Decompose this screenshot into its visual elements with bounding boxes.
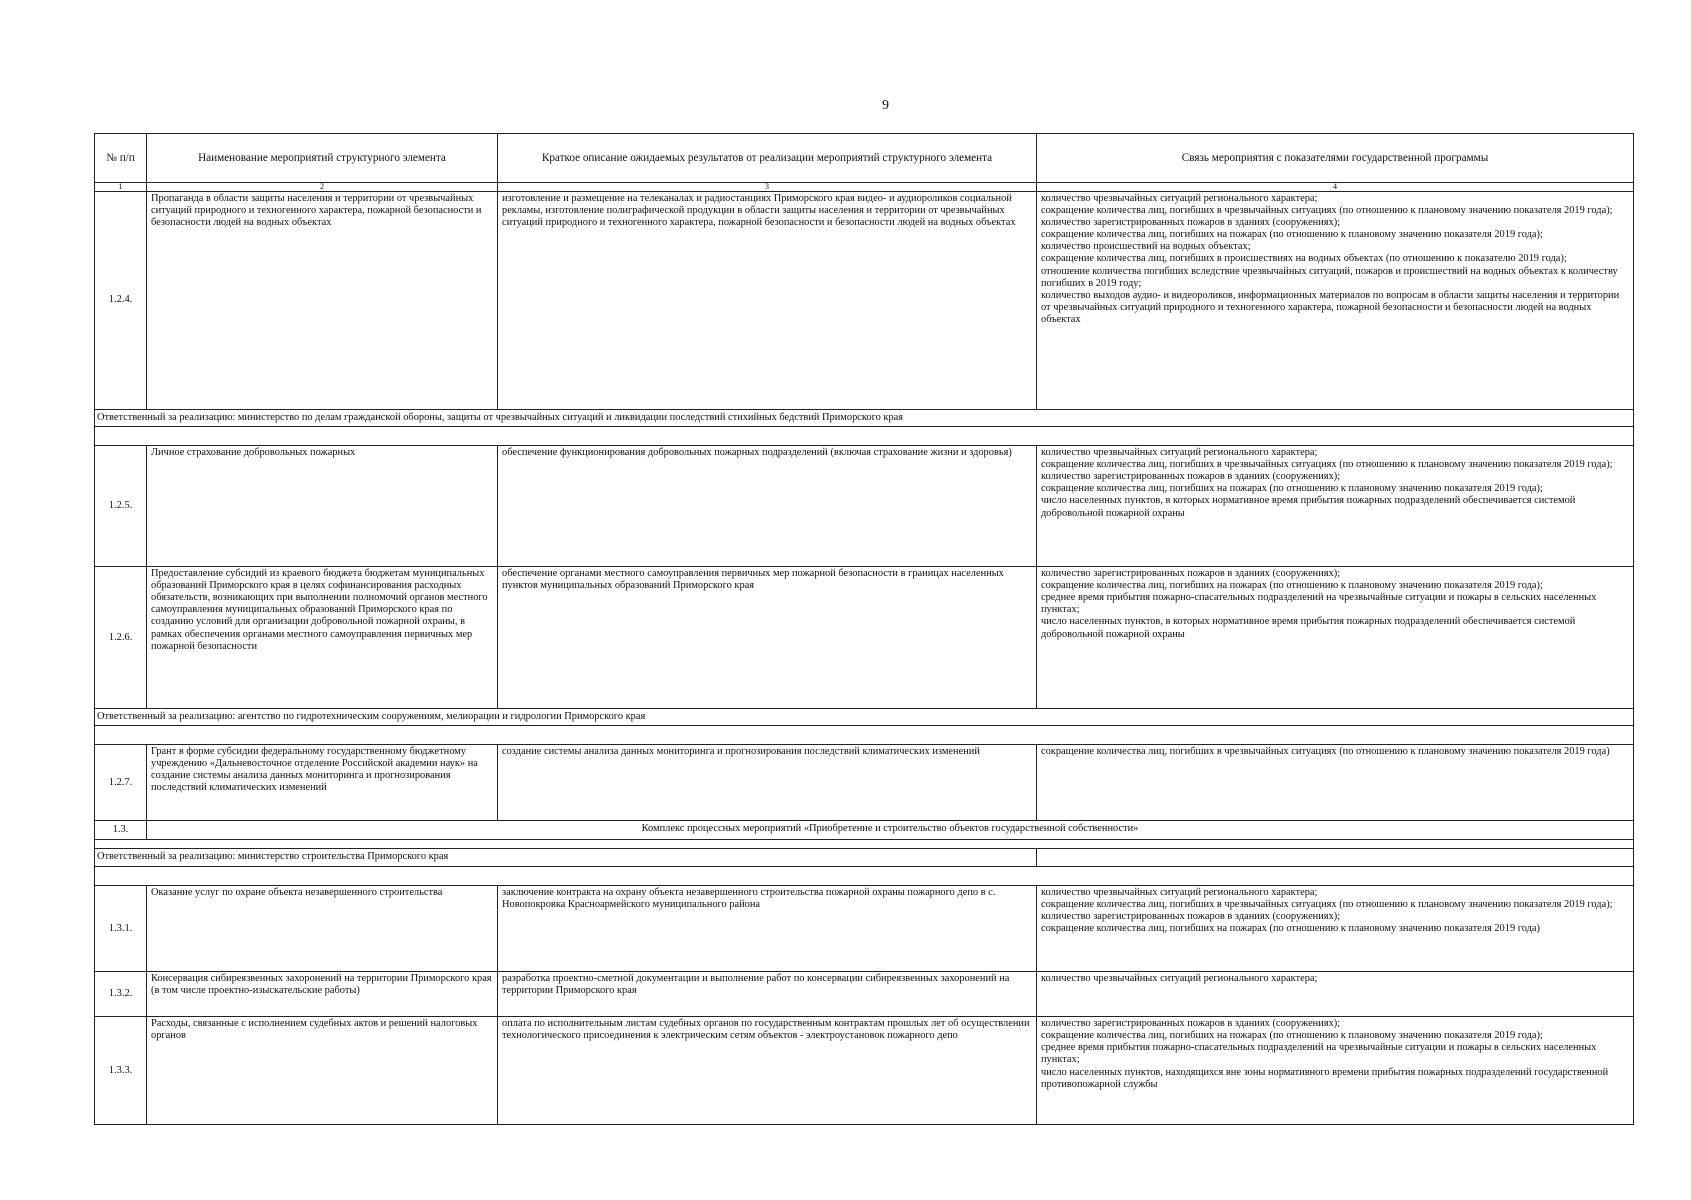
header-expected-results: Краткое описание ожидаемых результатов от реализации мероприятий структурного элемента [498, 134, 1037, 183]
indicators-cell [1037, 972, 1634, 1017]
indicator-line: сокращение количества лиц, погибших на пожарах (по отношению к плановому значению показателя 2019 года); [1041, 483, 1543, 495]
column-number: 4 [1037, 183, 1634, 192]
indicator-line: сокращение количества лиц, погибших в чрезвычайных ситуациях (по отношению к плановому значению показателя 2019 года) [1041, 746, 1610, 758]
indicator-line: сокращение количества лиц, погибших в чрезвычайных ситуациях (по отношению к плановому значению показателя 2019 года); [1041, 459, 1613, 471]
expected-result: обеспечение органами местного самоуправления первичных мер пожарной безопасности в границах населенных пунктов муниципальных образований Приморского края [498, 567, 1037, 709]
indicator-line: количество чрезвычайных ситуаций регионального характера; [1041, 193, 1318, 204]
table-row [95, 886, 1634, 972]
table-header-row [95, 134, 1634, 183]
empty-cell [1037, 849, 1634, 867]
process-complex-title: Комплекс процессных мероприятий «Приобретение и строительство объектов государственной собственности» [147, 821, 1634, 840]
row-number: 1.2.5. [95, 446, 147, 567]
column-number-row [95, 183, 1634, 192]
row-number: 1.2.4. [95, 192, 147, 410]
indicator-line: количество происшествий на водных объектах; [1041, 241, 1251, 253]
complex-row [95, 821, 1634, 840]
indicator-line: сокращение количества лиц, погибших на пожарах (по отношению к плановому значению показателя 2019 года) [1041, 923, 1540, 935]
indicators-cell [1037, 886, 1634, 972]
indicator-line: сокращение количества лиц, погибших на пожарах (по отношению к плановому значению показателя 2019 года); [1041, 580, 1543, 592]
table-row [95, 192, 1634, 410]
indicator-line: количество зарегистрированных пожаров в зданиях (сооружениях); [1041, 471, 1341, 483]
row-number: 1.3.2. [95, 972, 147, 1017]
indicator-line: количество зарегистрированных пожаров в зданиях (сооружениях); [1041, 911, 1341, 923]
responsible-row [95, 410, 1634, 427]
indicator-line: число населенных пунктов, в которых нормативное время прибытия пожарных подразделений обеспечивается системой добровольной пожарной охраны [1041, 616, 1576, 640]
responsible-executor: Ответственный за реализацию: агентство по гидротехническим сооружениям, мелиорации и гидрологии Приморского края [95, 709, 1634, 726]
indicator-line: отношение количества погибших вследствие чрезвычайных ситуаций, пожаров и происшествий на водных объектах к количеству погибших в 2019 году; [1041, 265, 1618, 289]
indicator-line: сокращение количества лиц, погибших в чрезвычайных ситуациях (по отношению к плановому значению показателя 2019 года); [1041, 205, 1613, 217]
responsible-row [95, 709, 1634, 726]
page-number: 9 [882, 98, 889, 113]
header-number: № п/п [95, 134, 147, 183]
table-row [95, 446, 1634, 567]
spacer-row [95, 840, 1634, 849]
indicator-line: число населенных пунктов, в которых нормативное время прибытия пожарных подразделений обеспечивается системой добровольной пожарной охраны [1041, 495, 1576, 519]
expected-result: обеспечение функционирования добровольных пожарных подразделений (включая страхование жизни и здоровья) [498, 446, 1037, 567]
indicator-line: число населенных пунктов, находящихся вне зоны нормативного времени прибытия пожарных подразделений государственной противопожарной службы [1041, 1066, 1609, 1090]
spacer [95, 867, 1634, 886]
column-number: 3 [498, 183, 1037, 192]
indicator-line: сокращение количества лиц, погибших в происшествиях на водных объектах (по отношению к показателю 2019 года); [1041, 253, 1567, 265]
expected-result: изготовление и размещение на телеканалах и радиостанциях Приморского края видео- и аудиороликов социальной рекламы, изготовление полиграфической продукции в области защиты населения и территории от чрезвычайных ситуаций природного и техногенного характера, пожарной безопасности и безопасности людей на водных объектах [498, 192, 1037, 410]
indicators-cell [1037, 192, 1634, 410]
expected-result: разработка проектно-сметной документации и выполнение работ по консервации сибиреязвенных захоронений на территории Приморского края [498, 972, 1037, 1017]
indicators-cell [1037, 567, 1634, 709]
responsible-row [95, 849, 1634, 867]
measure-name: Личное страхование добровольных пожарных [147, 446, 498, 567]
expected-result: оплата по исполнительным листам судебных органов по государственным контрактам прошлых лет об осуществлении технологического присоединения к электрическим сетям объектов - электроустановок пожарного депо [498, 1017, 1037, 1125]
spacer-row [95, 726, 1634, 745]
indicator-line: количество чрезвычайных ситуаций регионального характера; [1041, 887, 1318, 899]
indicator-line: количество зарегистрированных пожаров в зданиях (сооружениях); [1041, 1018, 1341, 1030]
measure-name: Грант в форме субсидии федеральному государственному бюджетному учреждению «Дальневосточное отделение Российской академии наук» на создание системы анализа данных мониторинга и прогнозирования последствий климатических изменений [147, 745, 498, 821]
row-number: 1.3.1. [95, 886, 147, 972]
row-number: 1.2.6. [95, 567, 147, 709]
spacer-row [95, 867, 1634, 886]
indicator-line: количество чрезвычайных ситуаций регионального характера; [1041, 973, 1318, 985]
spacer-row [95, 427, 1634, 446]
responsible-executor: Ответственный за реализацию: министерство по делам гражданской обороны, защиты от чрезвычайных ситуаций и ликвидации последствий стихийных бедствий Приморского края [95, 410, 1634, 427]
header-indicators-link: Связь мероприятия с показателями государственной программы [1037, 134, 1634, 183]
measure-name: Расходы, связанные с исполнением судебных актов и решений налоговых органов [147, 1017, 498, 1125]
indicator-line: среднее время прибытия пожарно-спасательных подразделений на чрезвычайные ситуации и пожары в сельских населенных пунктах; [1041, 592, 1597, 616]
program-measures-table [94, 133, 1634, 1125]
measure-name: Оказание услуг по охране объекта незавершенного строительства [147, 886, 498, 972]
indicator-line: количество чрезвычайных ситуаций регионального характера; [1041, 447, 1318, 459]
indicator-line: количество выходов аудио- и видеороликов, информационных материалов по вопросам в области защиты населения и территории от чрезвычайных ситуаций природного и техногенного характера, пожарной безопасности и безопасности людей на водных объектах [1041, 289, 1620, 325]
header-measure-name: Наименование мероприятий структурного элемента [147, 134, 498, 183]
row-number: 1.3. [95, 821, 147, 840]
indicator-line: количество зарегистрированных пожаров в зданиях (сооружениях); [1041, 217, 1341, 229]
row-number: 1.3.3. [95, 1017, 147, 1125]
measure-name: Пропаганда в области защиты населения и территории от чрезвычайных ситуаций природного и техногенного характера, пожарной безопасности и безопасности людей на водных объектах [147, 192, 498, 410]
indicator-line: сокращение количества лиц, погибших на пожарах (по отношению к плановому значению показателя 2019 года); [1041, 229, 1543, 241]
measure-name: Предоставление субсидий из краевого бюджета бюджетам муниципальных образований Приморского края в целях софинансирования расходных обязательств, возникающих при выполнении полномочий органов местного самоуправления муниципальных образований Приморского края по созданию условий для организации добровольной пожарной охраны, в рамках обеспечения органами местного самоуправления первичных мер пожарной безопасности [147, 567, 498, 709]
indicators-cell [1037, 745, 1634, 821]
table-row [95, 745, 1634, 821]
spacer [95, 726, 1634, 745]
table-row [95, 1017, 1634, 1125]
expected-result: заключение контракта на охрану объекта незавершенного строительства пожарной охраны пожарного депо в с. Новопокровка Красноармейского муниципального района [498, 886, 1037, 972]
row-number: 1.2.7. [95, 745, 147, 821]
indicator-line: среднее время прибытия пожарно-спасательных подразделений на чрезвычайные ситуации и пожары в сельских населенных пунктах; [1041, 1042, 1597, 1066]
table-row [95, 972, 1634, 1017]
spacer [95, 427, 1634, 446]
column-number: 1 [95, 183, 147, 192]
indicators-cell [1037, 1017, 1634, 1125]
indicator-line: количество зарегистрированных пожаров в зданиях (сооружениях); [1041, 568, 1341, 580]
responsible-executor: Ответственный за реализацию: министерство строительства Приморского края [95, 849, 1037, 867]
indicator-line: сокращение количества лиц, погибших на пожарах (по отношению к плановому значению показателя 2019 года); [1041, 1030, 1543, 1042]
measure-name: Консервация сибиреязвенных захоронений на территории Приморского края (в том числе проектно-изыскательские работы) [147, 972, 498, 1017]
expected-result: создание системы анализа данных мониторинга и прогнозирования последствий климатических изменений [498, 745, 1037, 821]
spacer [95, 840, 1634, 849]
column-number: 2 [147, 183, 498, 192]
indicators-cell [1037, 446, 1634, 567]
indicator-line: сокращение количества лиц, погибших в чрезвычайных ситуациях (по отношению к плановому значению показателя 2019 года); [1041, 899, 1613, 911]
table-row [95, 567, 1634, 709]
